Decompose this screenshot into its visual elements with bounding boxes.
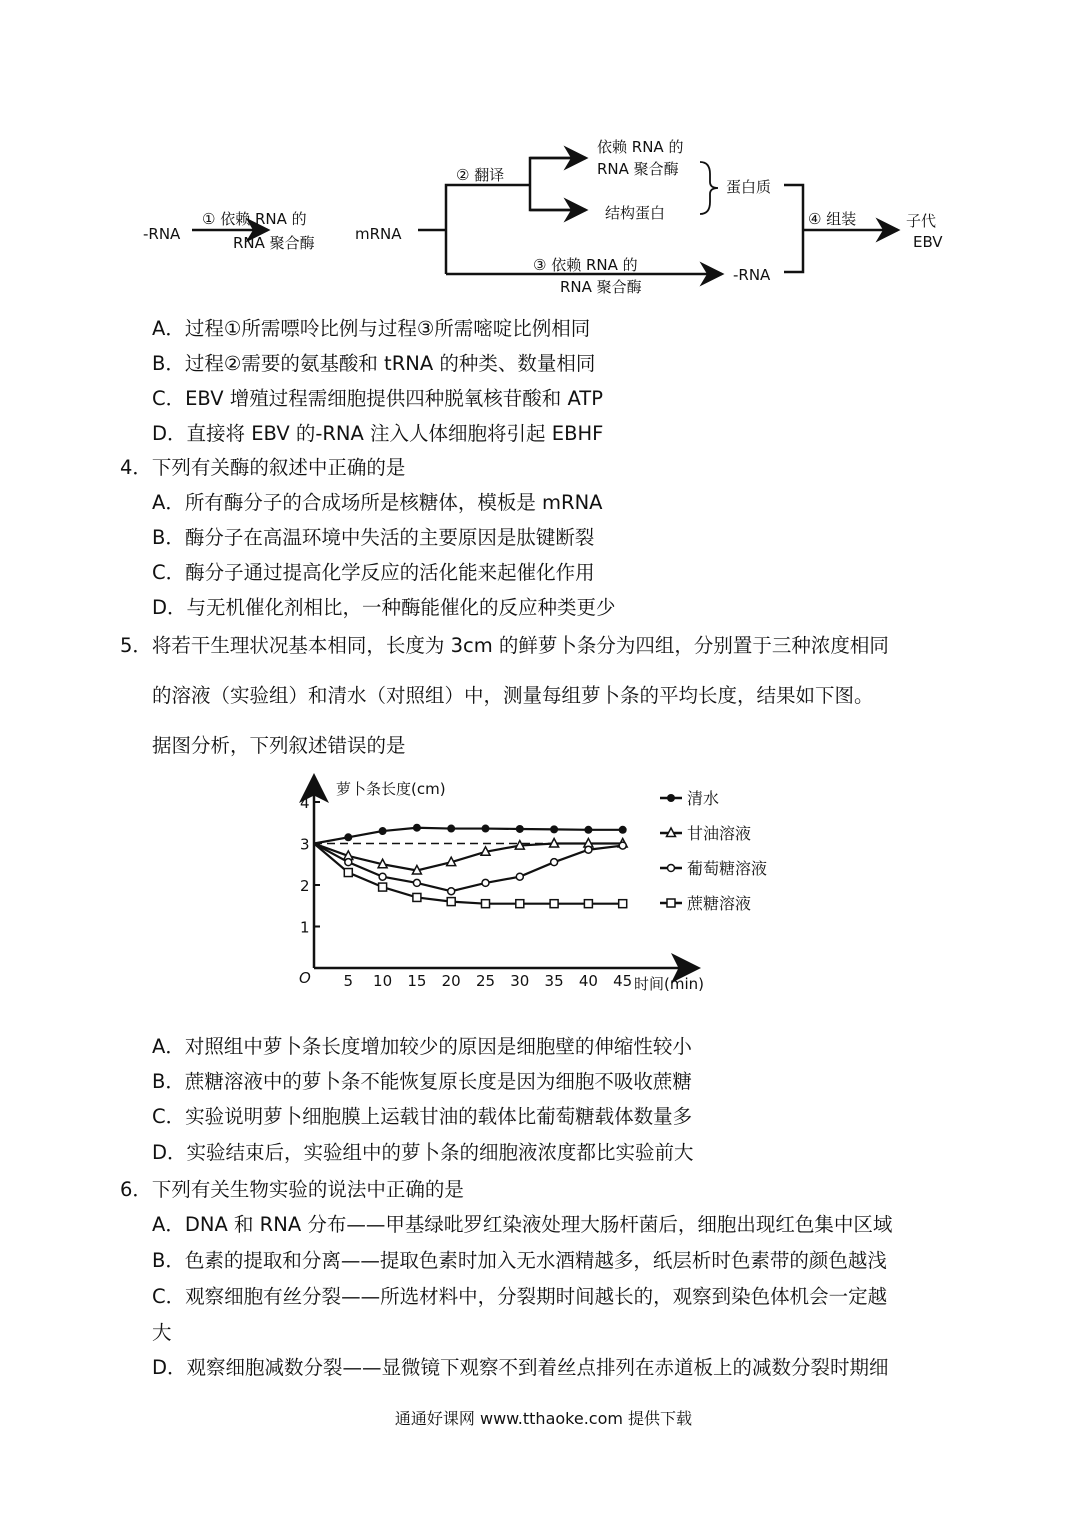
q6-option-c: C．观察细胞有丝分裂——所选材料中，分裂期时间越长的，观察到染色体机会一定越 xyxy=(152,1285,888,1308)
step3-label: ③ 依赖 RNA 的 xyxy=(533,256,638,274)
legend-label: 葡萄糖溶液 xyxy=(687,859,768,878)
step3-label-2: RNA 聚合酶 xyxy=(560,278,642,296)
data-point xyxy=(482,825,490,833)
q6-option-a: A．DNA 和 RNA 分布——甲基绿吡罗红染液处理大肠杆菌后，细胞出现红色集中区域 xyxy=(152,1213,893,1236)
x-tick-label: 30 xyxy=(510,972,530,990)
legend-label: 甘油溶液 xyxy=(687,824,752,843)
step2-label: ② 翻译 xyxy=(456,166,505,184)
data-point xyxy=(516,825,524,833)
legend-marker xyxy=(667,899,675,907)
footer: 通通好课网 www.tthaoke.com 提供下载 xyxy=(394,1409,693,1428)
q4-option-b: B．酶分子在高温环境中失活的主要原因是肽键断裂 xyxy=(152,526,595,549)
x-tick-label: 35 xyxy=(544,972,564,990)
data-point xyxy=(345,859,352,866)
data-point xyxy=(413,893,421,901)
data-point xyxy=(619,842,626,849)
y-axis-label: 萝卜条长度(cm) xyxy=(336,780,446,798)
x-tick-label: 40 xyxy=(578,972,598,990)
x-tick-label: 10 xyxy=(373,972,393,990)
structural-protein-label: 结构蛋白 xyxy=(605,204,666,222)
data-point xyxy=(516,900,524,908)
data-point xyxy=(413,824,421,832)
series-line xyxy=(314,828,623,844)
data-point xyxy=(447,898,455,906)
result-label-2: EBV xyxy=(913,233,943,251)
q5-stem-3: 据图分析，下列叙述错误的是 xyxy=(152,734,406,757)
data-point xyxy=(585,846,592,853)
q5-option-d: D．实验结束后，实验组中的萝卜条的细胞液浓度都比实验前大 xyxy=(152,1141,694,1164)
y-tick-label: 3 xyxy=(300,835,310,854)
data-point xyxy=(379,873,386,880)
q6-option-c-cont: 大 xyxy=(152,1321,172,1344)
data-point xyxy=(550,900,558,908)
legend-marker xyxy=(668,865,675,872)
data-point xyxy=(413,879,420,886)
y-tick-label: 4 xyxy=(300,794,310,812)
x-tick-label: 25 xyxy=(475,972,496,990)
x-axis-label: 时间(min) xyxy=(634,975,704,993)
protein-label: 蛋白质 xyxy=(726,178,772,196)
data-point xyxy=(447,825,455,833)
q4-stem: 4．下列有关酶的叙述中正确的是 xyxy=(120,456,406,479)
q6-option-b: B．色素的提取和分离——提取色素时加入无水酒精越多，纸层析时色素带的颜色越浅 xyxy=(152,1249,887,1272)
q5-option-c: C．实验说明萝卜细胞膜上运载甘油的载体比葡萄糖载体数量多 xyxy=(152,1105,693,1128)
q6-stem: 6．下列有关生物实验的说法中正确的是 xyxy=(120,1178,464,1201)
data-point xyxy=(619,826,627,834)
q4-option-a: A．所有酶分子的合成场所是核糖体，模板是 mRNA xyxy=(152,491,603,514)
q3-option-b: B．过程②需要的氨基酸和 tRNA 的种类、数量相同 xyxy=(152,352,596,375)
data-point xyxy=(344,833,352,841)
q3-option-d: D．直接将 EBV 的-RNA 注入人体细胞将引起 EBHF xyxy=(152,422,604,445)
polymerase-label: 依赖 RNA 的 xyxy=(597,138,684,156)
q4-option-d: D．与无机催化剂相比，一种酶能催化的反应种类更少 xyxy=(152,596,616,619)
step1-label-2: RNA 聚合酶 xyxy=(233,234,315,252)
y-tick-label: 2 xyxy=(300,877,310,895)
data-point xyxy=(344,869,352,877)
origin-label: O xyxy=(299,969,311,987)
data-point xyxy=(379,827,387,835)
y-tick-label: 1 xyxy=(300,918,310,937)
data-point xyxy=(619,900,627,908)
q6-option-d: D．观察细胞减数分裂——显微镜下观察不到着丝点排列在赤道板上的减数分裂时期细 xyxy=(152,1356,889,1379)
legend-marker xyxy=(667,794,675,802)
data-point xyxy=(379,883,387,891)
q5-option-a: A．对照组中萝卜条长度增加较少的原因是细胞壁的伸缩性较小 xyxy=(152,1035,692,1058)
q3-option-c: C．EBV 增殖过程需细胞提供四种脱氧核苷酸和 ATP xyxy=(152,387,603,410)
polymerase-label-2: RNA 聚合酶 xyxy=(597,160,679,178)
q5-stem-1: 5．将若干生理状况基本相同，长度为 3cm 的鲜萝卜条分为四组，分别置于三种浓度相同 xyxy=(120,634,889,657)
data-point xyxy=(584,826,592,834)
data-point xyxy=(516,873,523,880)
data-point xyxy=(482,879,489,886)
step1-label: ① 依赖 RNA 的 xyxy=(202,210,307,228)
q5-stem-2: 的溶液（实验组）和清水（对照组）中，测量每组萝卜条的平均长度，结果如下图。 xyxy=(152,684,874,707)
data-point xyxy=(584,900,592,908)
x-tick-label: 5 xyxy=(343,972,354,990)
q4-option-c: C．酶分子通过提高化学反应的活化能来起催化作用 xyxy=(152,561,595,584)
neg-rna-label: -RNA xyxy=(733,266,771,284)
result-label: 子代 xyxy=(906,212,937,230)
start-rna: -RNA xyxy=(143,225,181,243)
q5-option-b: B．蔗糖溶液中的萝卜条不能恢复原长度是因为细胞不吸收蔗糖 xyxy=(152,1070,692,1093)
data-point xyxy=(482,900,490,908)
data-point xyxy=(448,888,455,895)
x-tick-label: 45 xyxy=(613,972,633,990)
legend-label: 蔗糖溶液 xyxy=(687,894,752,913)
legend-label: 清水 xyxy=(687,789,720,808)
data-point xyxy=(551,859,558,866)
series-line xyxy=(314,844,623,904)
x-tick-label: 20 xyxy=(441,972,461,990)
data-point xyxy=(550,825,558,833)
q3-option-a: A．过程①所需嘌呤比例与过程③所需嘧啶比例相同 xyxy=(152,317,591,340)
x-tick-label: 15 xyxy=(407,972,427,990)
mrna-label: mRNA xyxy=(355,225,402,243)
step4-label: ④ 组装 xyxy=(808,210,857,228)
series-line xyxy=(314,844,623,892)
